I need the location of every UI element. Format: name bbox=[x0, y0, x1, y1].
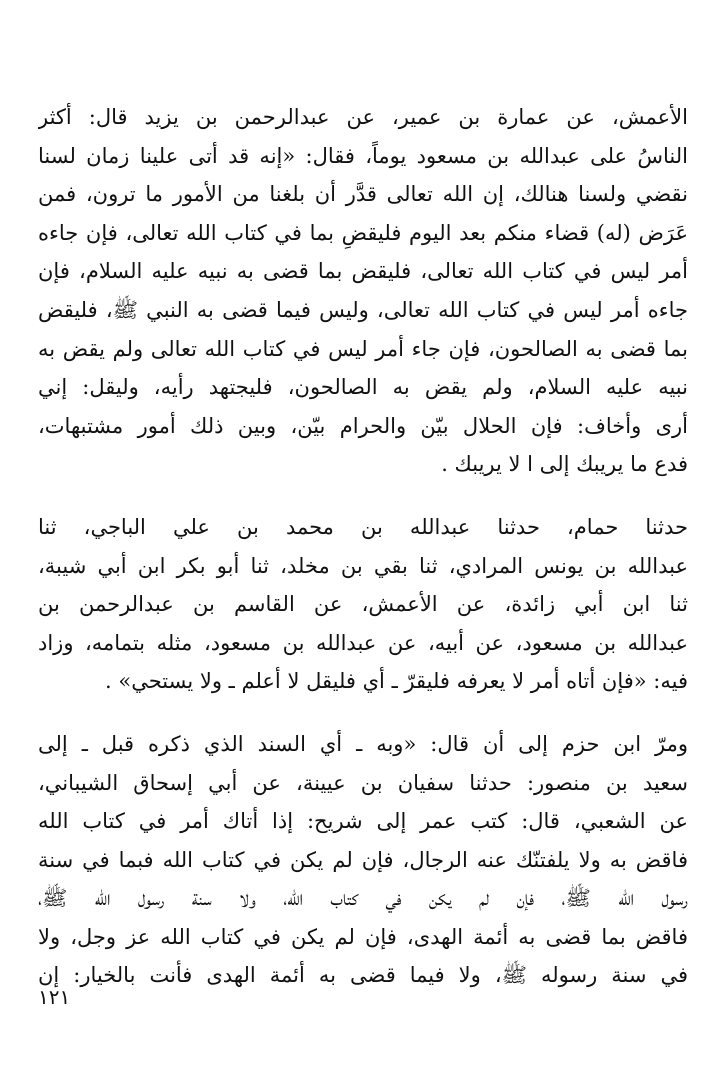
text-line: في سنة رسوله ﷺ، ولا فيما قضى به أئمة الهدى فأنت بالخيار: إن bbox=[38, 963, 688, 988]
text-line: حدثنا حمام، حدثنا عبدالله بن محمد بن علي الباجي، ثنا bbox=[38, 514, 688, 539]
text-line: جاءه أمر ليس في كتاب الله تعالى، وليس فيما قضى به النبي ﷺ، فليقض bbox=[38, 297, 688, 322]
text-line: بما قضى به الصالحون، فإن جاء أمر ليس في كتاب الله تعالى ولم يقض به bbox=[38, 336, 688, 361]
text-line: فاقض بما قضى به أئمة الهدى، فإن لم يكن في كتاب الله عز وجل، ولا bbox=[38, 924, 688, 949]
text-line: أمر ليس في كتاب الله تعالى، فليقض بما قضى به نبيه عليه السلام، فإن bbox=[38, 259, 688, 284]
text-line: سعيد بن منصور: حدثنا سفيان بن عيينة، عن أبي إسحاق الشيباني، bbox=[38, 770, 688, 795]
text-line: الأعمش، عن عمارة بن عمير، عن عبدالرحمن بن يزيد قال: أكثر bbox=[38, 105, 688, 129]
paragraph-1 bbox=[38, 98, 688, 484]
text-line: عبدالله بن مسعود، عن أبيه، عن عبدالله بن مسعود، مثله بتمامه، وزاد bbox=[38, 630, 688, 655]
text-line: فدع ما يريبك إلى ا لا يريبك . bbox=[441, 452, 688, 477]
text-line: عبدالله بن يونس المرادي، ثنا بقي بن مخلد، ثنا أبو بكر ابن أبي شيبة، bbox=[38, 553, 688, 578]
text-line: عَرَض (له) قضاء منكم بعد اليوم فليقضِ بما في كتاب الله تعالى، فإن جاءه bbox=[38, 220, 688, 245]
paragraph-3 bbox=[38, 725, 688, 995]
text-line: عن الشعبي، قال: كتب عمر إلى شريح: إذا أتاك أمر في كتاب الله bbox=[38, 809, 688, 834]
text-line: نقضي ولسنا هنالك، إن الله تعالى قدَّر أن بلغنا من الأمور ما ترون، فمن bbox=[38, 182, 688, 207]
text-line: فاقض به ولا يلفتنّك عنه الرجال، فإن لم يكن في كتاب الله فبما في سنة bbox=[38, 847, 688, 872]
text-line: رسول الله ﷺ، فإن لم يكن في كتاب الله، ولا سنة رسول الله ﷺ، bbox=[38, 886, 688, 911]
text-line: الناسُ على عبدالله بن مسعود يوماً، فقال: «إنه قد أتى علينا زمان لسنا bbox=[38, 143, 688, 168]
page-body bbox=[38, 98, 688, 995]
text-line: نبيه عليه السلام، ولم يقض به الصالحون، فليجتهد رأيه، وليقل: إني bbox=[38, 375, 688, 400]
text-line: أرى وأخاف: فإن الحلال بيّن والحرام بيّن، وبين ذلك أمور مشتبهات، bbox=[38, 413, 688, 438]
text-line: ثنا ابن أبي زائدة، عن الأعمش، عن القاسم بن عبدالرحمن بن bbox=[38, 592, 688, 617]
text-line: ومرّ ابن حزم إلى أن قال: «وبه ـ أي السند الذي ذكره قبل ـ إلى bbox=[38, 731, 688, 756]
paragraph-2 bbox=[38, 508, 688, 701]
text-line: فيه: «فإن أتاه أمر لا يعرفه فليقرّ ـ أي فليقل لا أعلم ـ ولا يستحي» . bbox=[105, 669, 688, 694]
page-number: ١٢١ bbox=[38, 985, 71, 1009]
